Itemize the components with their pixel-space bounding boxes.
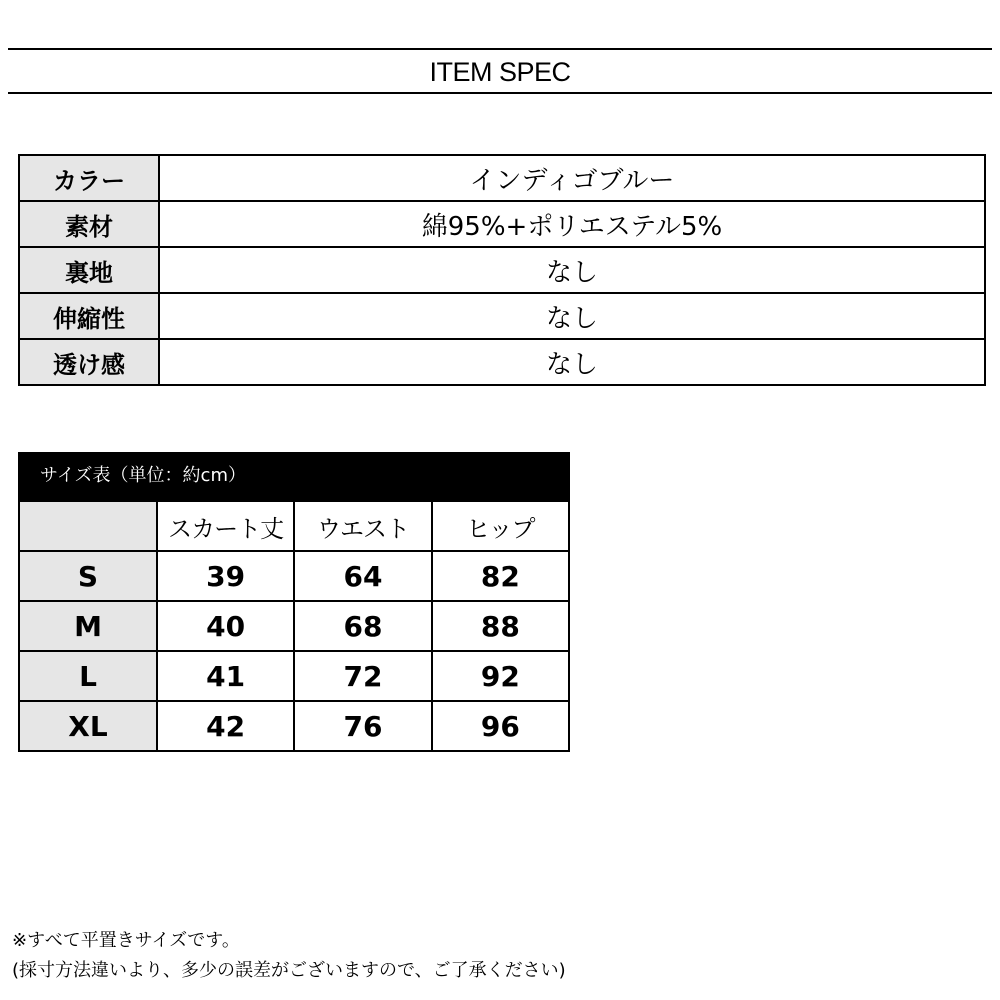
title-rule-bottom [8,92,992,94]
column-header-waist: ウエスト [294,501,431,551]
size-table-header: サイズ表（単位：約cm） [18,452,570,500]
size-value: 88 [432,601,569,651]
page-title: ITEM SPEC [429,57,571,87]
size-table-column-headers [19,501,569,551]
size-value: 42 [157,701,294,751]
size-value: 72 [294,651,431,701]
note-flat-measurement: ※すべて平置きサイズです。 [12,930,240,951]
size-row-s [19,551,569,601]
size-value: 96 [432,701,569,751]
column-header-hip: ヒップ [432,501,569,551]
spec-value: なし [159,247,985,293]
size-label: M [19,601,157,651]
spec-value: なし [159,293,985,339]
size-row-m [19,601,569,651]
spec-value: なし [159,339,985,385]
size-value: 92 [432,651,569,701]
column-header-skirt-length: スカート丈 [157,501,294,551]
spec-label: 透け感 [19,339,159,385]
title-rule-top [8,48,992,50]
spec-row-lining [19,247,985,293]
size-label: L [19,651,157,701]
size-value: 76 [294,701,431,751]
size-value: 68 [294,601,431,651]
size-value: 40 [157,601,294,651]
size-table-corner [19,501,157,551]
size-row-xl [19,701,569,751]
note-measurement-error: (採寸方法違いより、多少の誤差がございますので、ご了承ください) [12,960,566,981]
spec-table [18,154,986,386]
size-label: S [19,551,157,601]
spec-row-color [19,155,985,201]
spec-label: 素材 [19,201,159,247]
size-value: 82 [432,551,569,601]
size-value: 64 [294,551,431,601]
spec-value: 綿95%+ポリエステル5% [159,201,985,247]
size-table [18,500,570,752]
spec-row-sheerness [19,339,985,385]
spec-label: カラー [19,155,159,201]
spec-row-material [19,201,985,247]
size-row-l [19,651,569,701]
spec-label: 伸縮性 [19,293,159,339]
size-value: 39 [157,551,294,601]
size-value: 41 [157,651,294,701]
size-label: XL [19,701,157,751]
spec-row-stretch [19,293,985,339]
spec-label: 裏地 [19,247,159,293]
spec-value: インディゴブルー [159,155,985,201]
